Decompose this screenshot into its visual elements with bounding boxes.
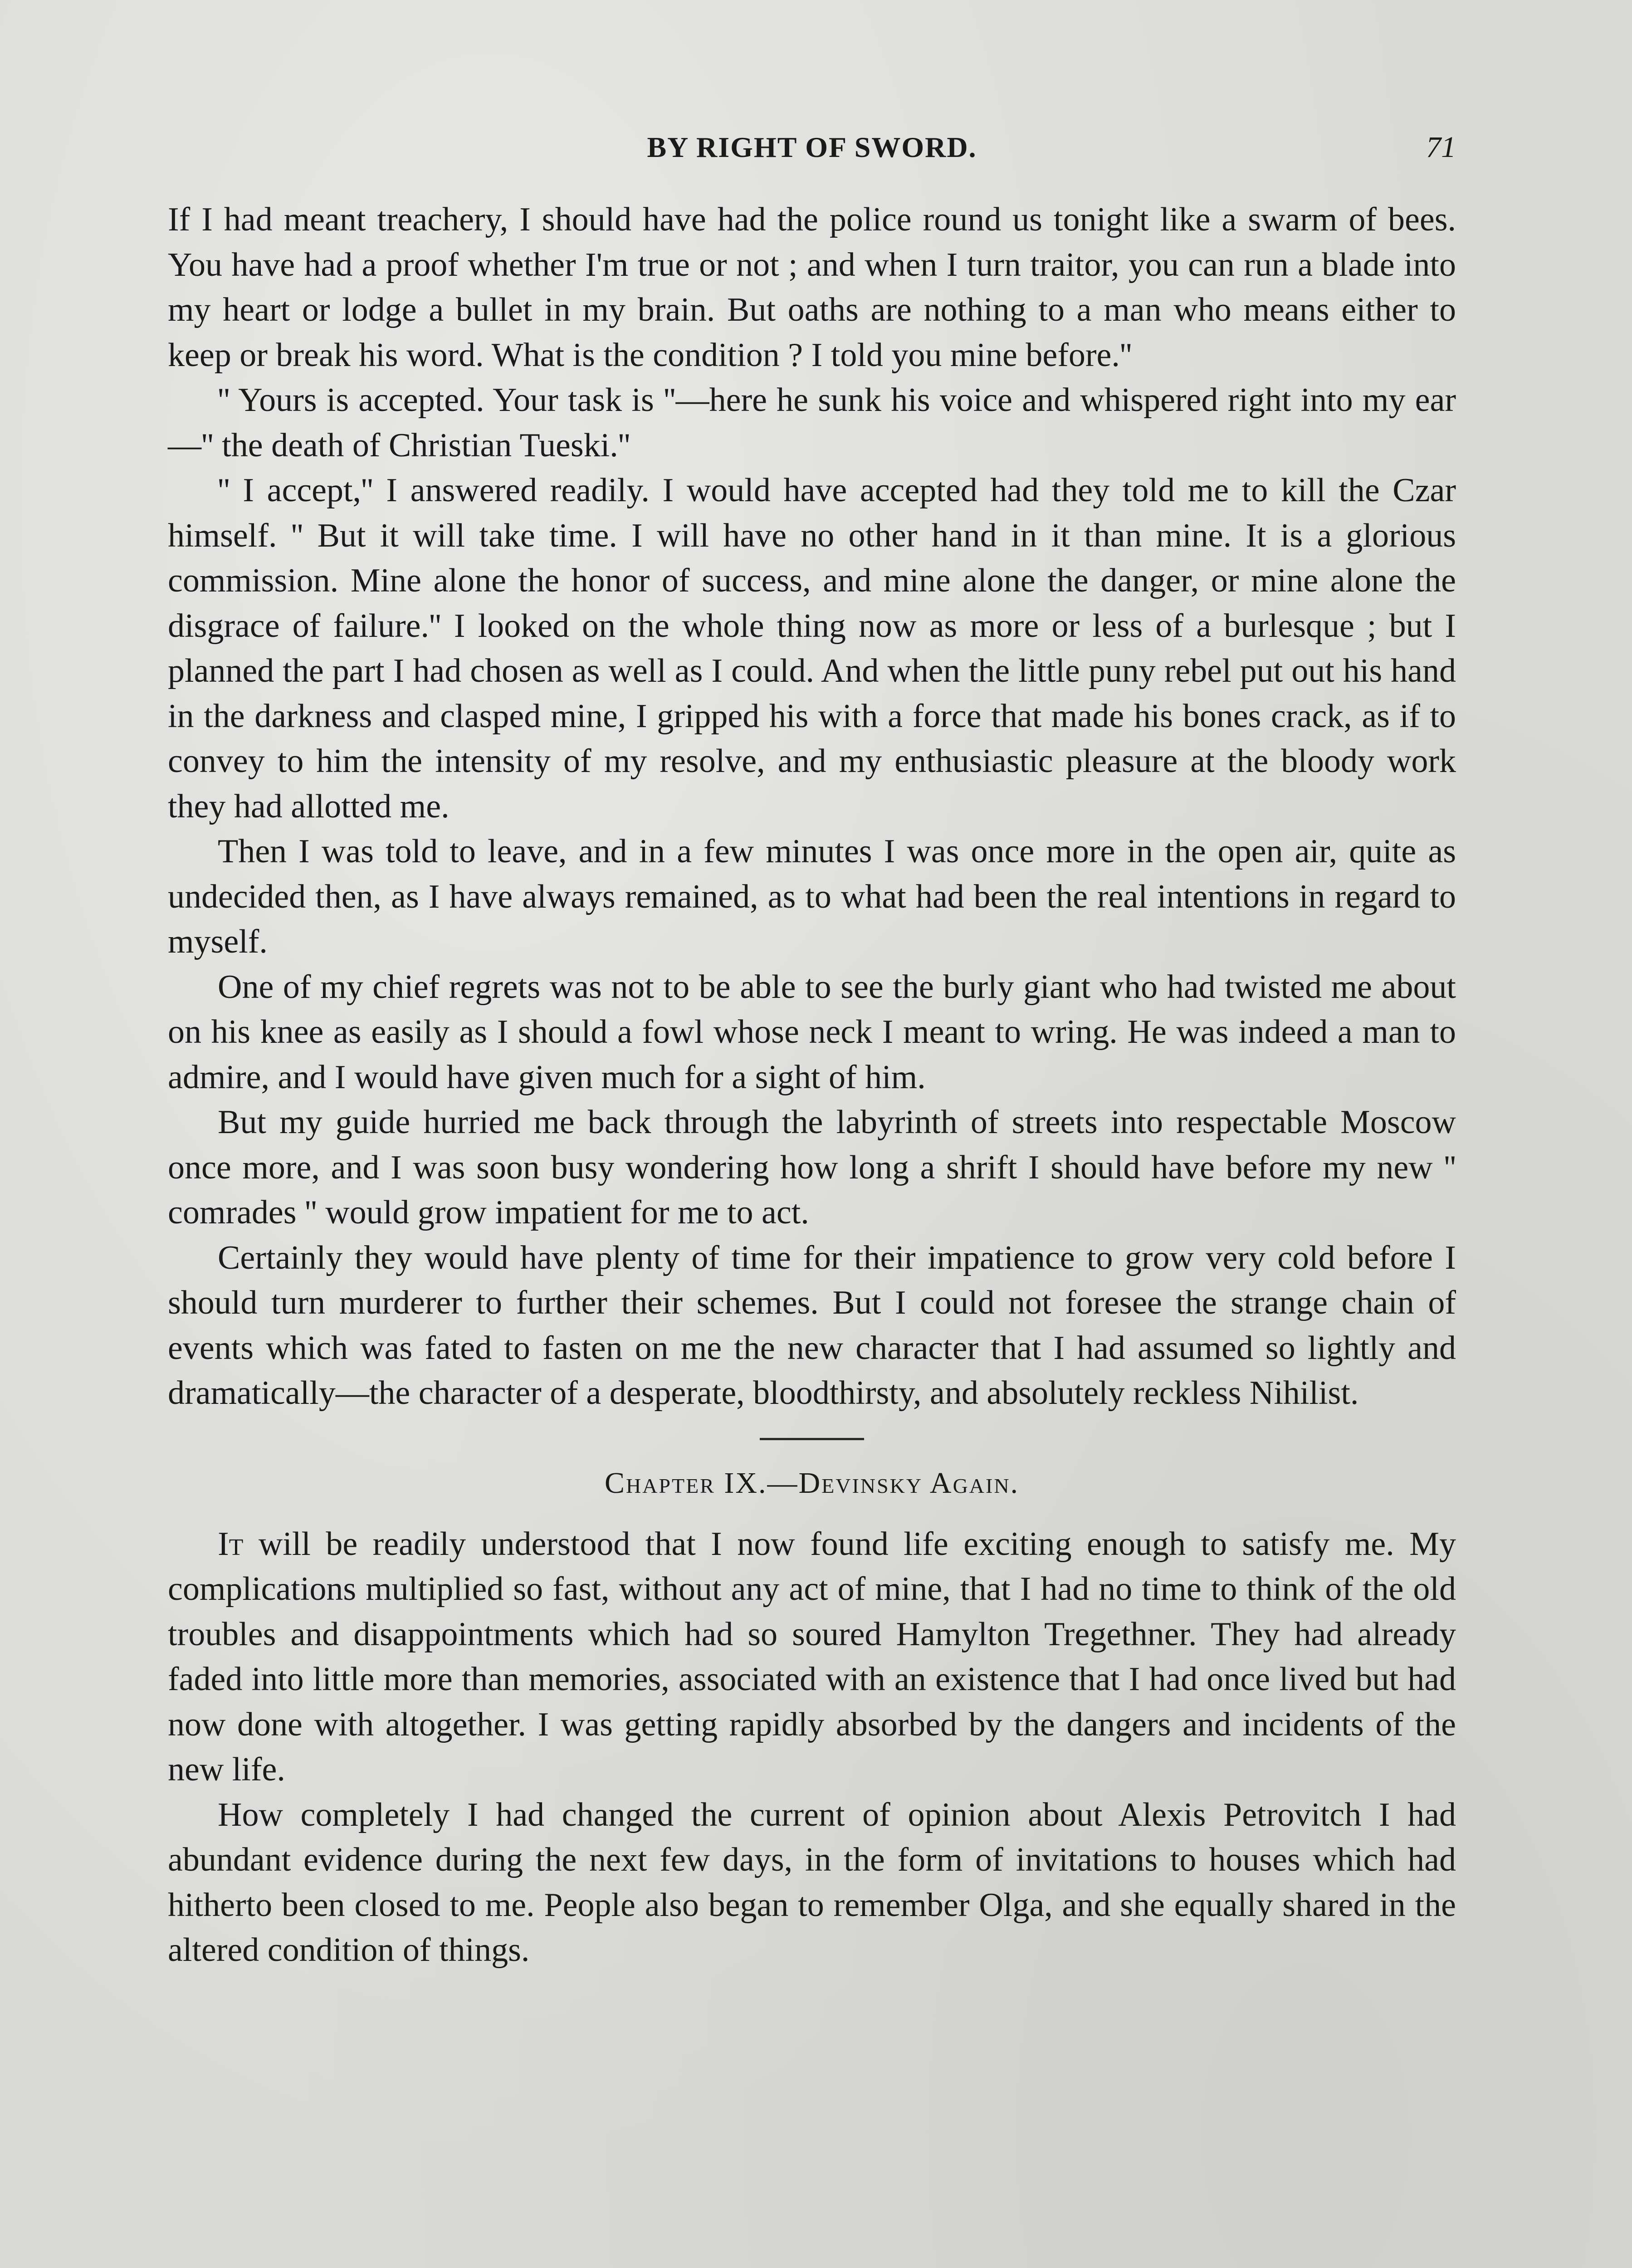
- paragraph: But my guide hurried me back through the labyrinth of streets into respectable Moscow once more, and I was soon busy wondering how long a shrift I should have before my new '' comrades '' would grow impatient for me to act.: [168, 1104, 1456, 1231]
- paragraph: '' Yours is accepted. Your task is ''—here he sunk his voice and whispered right into my ear—'' the death of Christian Tueski.'': [168, 381, 1456, 464]
- page-number: 71: [1426, 131, 1456, 164]
- chapter-first-paragraph: [168, 1522, 1456, 1793]
- paragraph: How completely I had changed the current of opinion about Alexis Petrovitch I had abundant evidence during the next few days, in the form of invitations to houses which had hitherto been closed to me. People also began to remember Olga, and she equally shared in the altered condition of things.: [168, 1796, 1456, 1969]
- paragraph-continued: If I had meant treachery, I should have had the police round us tonight like a swarm of bees. You have had a proof whether I'm true or not ; and when I turn traitor, you can run a blade into my heart or lodge a bullet in my brain. But oaths are nothing to a man who means either to keep or break his word. What is the condition ? I told you mine before.'': [168, 201, 1456, 374]
- section-divider: [760, 1438, 864, 1440]
- paragraph: '' I accept,'' I answered readily. I would have accepted had they told me to kill the Czar himself. '' But it will take time. I will have no other hand in it than mine. It is a glorious commission. Mine alone the honor of success, and mine alone the danger, or mine alone the disgrace of failure.'' I looked on the whole thing now as more or less of a burlesque ; but I planned the part I had chosen as well as I could. And when the little puny rebel put out his hand in the darkness and clasped mine, I gripped his with a force that made his bones crack, as if to convey to him the intensity of my resolve, and my enthusiastic pleasure at the bloody work they had allotted me.: [168, 472, 1456, 825]
- paragraph: Then I was told to leave, and in a few minutes I was once more in the open air, quite as undecided then, as I have always remained, as to what had been the real intentions in regard to myself.: [168, 833, 1456, 960]
- chapter-opening-word: It: [218, 1525, 244, 1563]
- paragraph: One of my chief regrets was not to be able to see the burly giant who had twisted me about on his knee as easily as I should a fowl whose neck I meant to wring. He was indeed a man to admire, and I would have given much for a sight of him.: [168, 968, 1456, 1096]
- running-head: [168, 127, 1456, 168]
- text-block: [168, 197, 1456, 1973]
- running-title: BY RIGHT OF SWORD.: [647, 131, 977, 163]
- paragraph: Certainly they would have plenty of time for their impatience to grow very cold before I should turn murderer to further their schemes. But I could not foresee the strange chain of events which was fated to fasten on me the new character that I had assumed so lightly and dramatically—the character of a desperate, bloodthirsty, and absolutely reckless Nihilist.: [168, 1239, 1456, 1412]
- chapter-first-paragraph-text: will be readily understood that I now found life exciting enough to satisfy me. My complications multiplied so fast, without any act of mine, that I had no time to think of the old troubles and disappointments which had so soured Hamylton Tregethner. They had already faded into little more than memories, associated with an existence that I had once lived but had now done with altogether. I was getting rapidly absorbed by the dangers and incidents of the new life.: [168, 1525, 1456, 1788]
- chapter-heading: Chapter IX.—Devinsky Again.: [604, 1466, 1020, 1500]
